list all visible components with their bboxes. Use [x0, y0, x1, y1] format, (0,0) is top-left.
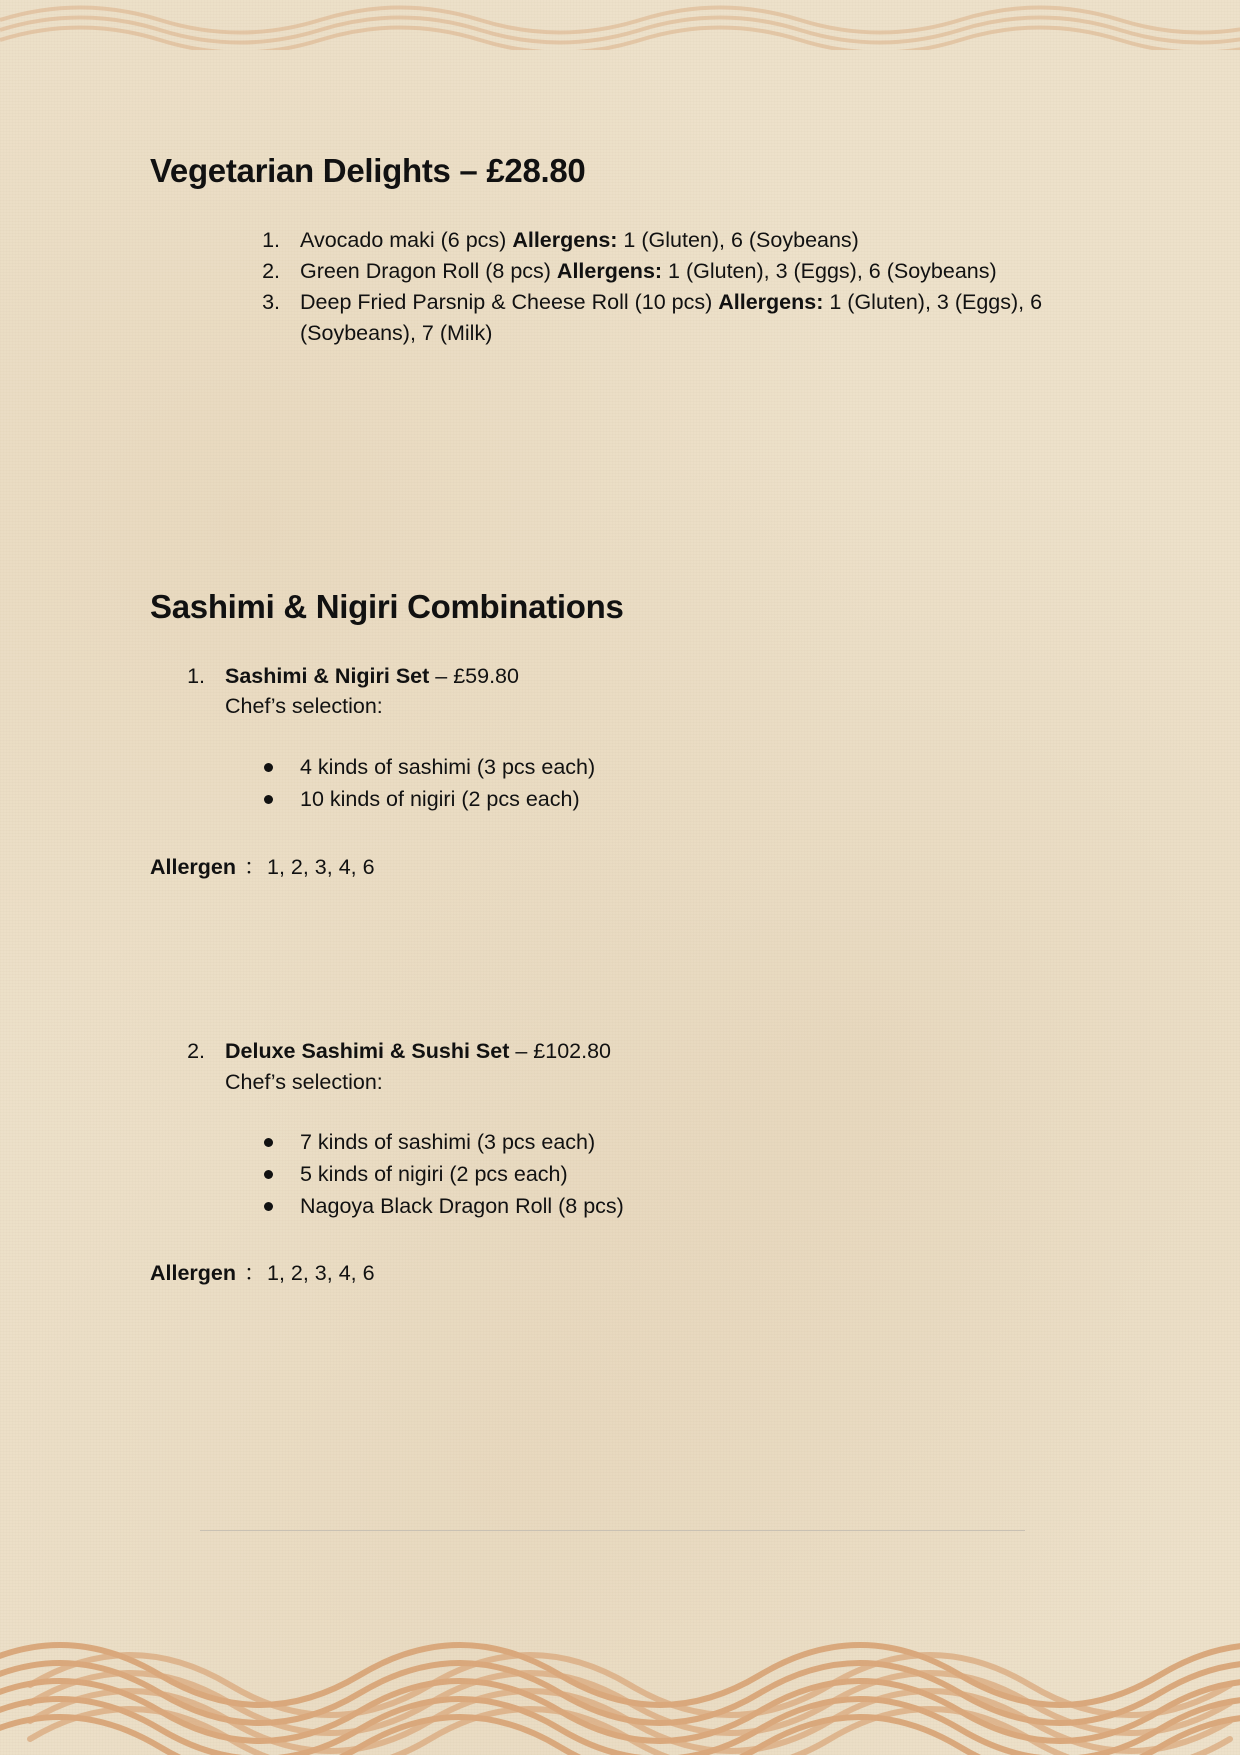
set-name: Deluxe Sashimi & Sushi Set — [225, 1039, 510, 1063]
bullet-item: 10 kinds of nigiri (2 pcs each) — [300, 787, 580, 811]
allergens-label: Allergens: — [556, 259, 663, 283]
bullet-icon — [264, 763, 273, 772]
item-name: Deep Fried Parsnip & Cheese Roll (10 pcs) — [300, 290, 719, 314]
allergens-value: 1 (Gluten), 6 (Soybeans) — [617, 228, 859, 252]
set-number: 1. — [187, 664, 205, 688]
item-text — [300, 256, 997, 287]
set-number: 2. — [187, 1039, 205, 1063]
allergen-separator: ： — [244, 1261, 266, 1285]
bullet-icon — [264, 1202, 273, 1211]
vegetarian-heading: Vegetarian Delights – £28.80 — [150, 152, 586, 189]
bullet-item: 4 kinds of sashimi (3 pcs each) — [300, 755, 596, 779]
bullet-icon — [264, 795, 273, 804]
allergens-label: Allergens: — [512, 228, 618, 252]
allergens-label: Allergens: — [718, 290, 824, 314]
bullet-item: Nagoya Black Dragon Roll (8 pcs) — [300, 1194, 624, 1218]
sashimi-heading: Sashimi & Nigiri Combinations — [150, 588, 624, 625]
allergens-value: 1 (Gluten), 3 (Eggs), 6 — [823, 290, 1043, 314]
item-number: 1. — [262, 228, 280, 252]
bullet-item: 5 kinds of nigiri (2 pcs each) — [300, 1162, 568, 1186]
footer-divider — [200, 1530, 1025, 1531]
allergen-separator: ： — [244, 855, 266, 879]
allergen-values: 1, 2, 3, 4, 6 — [267, 855, 375, 879]
allergen-values: 1, 2, 3, 4, 6 — [267, 1261, 375, 1285]
bullet-icon — [264, 1138, 273, 1147]
list-item-continuation: (Soybeans), 7 (Milk) — [300, 321, 493, 345]
item-text — [300, 287, 1042, 318]
allergens-value: 1 (Gluten), 3 (Eggs), 6 (Soybeans) — [662, 259, 997, 283]
set-name: Sashimi & Nigiri Set — [225, 664, 430, 688]
item-number: 3. — [262, 290, 280, 314]
set-price: – £59.80 — [429, 664, 519, 688]
allergen-label: Allergen — [150, 1261, 237, 1285]
allergen-line — [150, 1258, 375, 1289]
allergen-line — [150, 852, 375, 883]
item-text — [300, 225, 859, 256]
chef-selection-label: Chef’s selection: — [225, 1070, 383, 1094]
item-name: Green Dragon Roll (8 pcs) — [300, 259, 557, 283]
bullet-icon — [264, 1170, 273, 1179]
set-title — [225, 661, 519, 692]
set-price: – £102.80 — [509, 1039, 611, 1063]
set-title — [225, 1036, 611, 1067]
bullet-item: 7 kinds of sashimi (3 pcs each) — [300, 1130, 596, 1154]
item-name: Avocado maki (6 pcs) — [300, 228, 513, 252]
allergen-label: Allergen — [150, 855, 237, 879]
item-number: 2. — [262, 259, 280, 283]
chef-selection-label: Chef’s selection: — [225, 694, 383, 718]
